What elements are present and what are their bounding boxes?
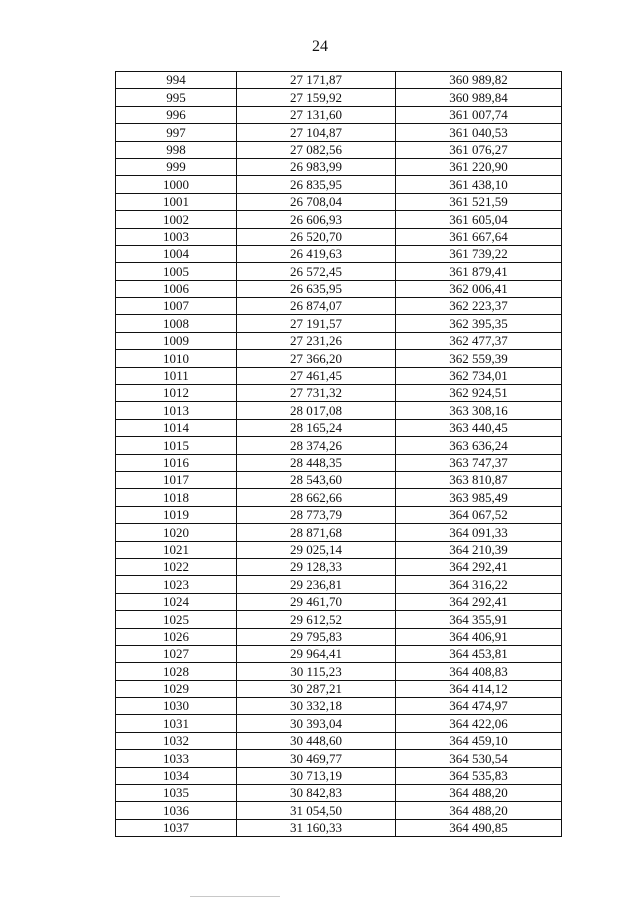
point-number-cell: 994 [116, 72, 237, 89]
point-number-cell: 1011 [116, 367, 237, 384]
table-row [116, 298, 562, 315]
table-row [116, 141, 562, 158]
point-number-cell: 1002 [116, 211, 237, 228]
point-number-cell: 1032 [116, 732, 237, 749]
y-coordinate-cell: 363 985,49 [396, 489, 562, 506]
point-number-cell: 1017 [116, 471, 237, 488]
y-coordinate-cell: 362 924,51 [396, 385, 562, 402]
y-coordinate-cell: 362 223,37 [396, 298, 562, 315]
table-row [116, 489, 562, 506]
point-number-cell: 1025 [116, 611, 237, 628]
point-number-cell: 1022 [116, 558, 237, 575]
table-row [116, 193, 562, 210]
y-coordinate-cell: 360 989,82 [396, 72, 562, 89]
table-row [116, 698, 562, 715]
y-coordinate-cell: 364 210,39 [396, 541, 562, 558]
x-coordinate-cell: 30 393,04 [237, 715, 396, 732]
x-coordinate-cell: 29 612,52 [237, 611, 396, 628]
x-coordinate-cell: 27 461,45 [237, 367, 396, 384]
x-coordinate-cell: 27 191,57 [237, 315, 396, 332]
table-row [116, 819, 562, 836]
x-coordinate-cell: 31 160,33 [237, 819, 396, 836]
point-number-cell: 1028 [116, 663, 237, 680]
x-coordinate-cell: 30 448,60 [237, 732, 396, 749]
coordinates-table [115, 71, 562, 837]
y-coordinate-cell: 364 316,22 [396, 576, 562, 593]
y-coordinate-cell: 364 488,20 [396, 785, 562, 802]
y-coordinate-cell: 361 220,90 [396, 158, 562, 175]
y-coordinate-cell: 362 477,37 [396, 332, 562, 349]
x-coordinate-cell: 27 731,32 [237, 385, 396, 402]
point-number-cell: 1008 [116, 315, 237, 332]
table-row [116, 419, 562, 436]
x-coordinate-cell: 27 082,56 [237, 141, 396, 158]
table-row [116, 72, 562, 89]
table-row [116, 663, 562, 680]
table-row [116, 106, 562, 123]
table-row [116, 750, 562, 767]
y-coordinate-cell: 360 989,84 [396, 89, 562, 106]
point-number-cell: 995 [116, 89, 237, 106]
table-row [116, 350, 562, 367]
point-number-cell: 1026 [116, 628, 237, 645]
table-row [116, 263, 562, 280]
point-number-cell: 1037 [116, 819, 237, 836]
x-coordinate-cell: 31 054,50 [237, 802, 396, 819]
x-coordinate-cell: 27 366,20 [237, 350, 396, 367]
table-row [116, 558, 562, 575]
x-coordinate-cell: 28 374,26 [237, 437, 396, 454]
x-coordinate-cell: 26 520,70 [237, 228, 396, 245]
coordinates-table-body [116, 72, 562, 837]
table-row [116, 541, 562, 558]
table-row [116, 628, 562, 645]
y-coordinate-cell: 361 007,74 [396, 106, 562, 123]
table-row [116, 715, 562, 732]
point-number-cell: 1005 [116, 263, 237, 280]
table-row [116, 471, 562, 488]
point-number-cell: 1030 [116, 698, 237, 715]
y-coordinate-cell: 361 739,22 [396, 245, 562, 262]
table-row [116, 645, 562, 662]
point-number-cell: 1010 [116, 350, 237, 367]
point-number-cell: 1027 [116, 645, 237, 662]
point-number-cell: 1024 [116, 593, 237, 610]
x-coordinate-cell: 29 964,41 [237, 645, 396, 662]
point-number-cell: 999 [116, 158, 237, 175]
x-coordinate-cell: 26 708,04 [237, 193, 396, 210]
scan-edge-line [190, 896, 280, 897]
x-coordinate-cell: 26 874,07 [237, 298, 396, 315]
x-coordinate-cell: 27 104,87 [237, 124, 396, 141]
y-coordinate-cell: 362 006,41 [396, 280, 562, 297]
x-coordinate-cell: 26 983,99 [237, 158, 396, 175]
table-row [116, 437, 562, 454]
point-number-cell: 1031 [116, 715, 237, 732]
point-number-cell: 1021 [116, 541, 237, 558]
point-number-cell: 1003 [116, 228, 237, 245]
table-row [116, 228, 562, 245]
y-coordinate-cell: 362 559,39 [396, 350, 562, 367]
point-number-cell: 996 [116, 106, 237, 123]
x-coordinate-cell: 26 635,95 [237, 280, 396, 297]
y-coordinate-cell: 364 406,91 [396, 628, 562, 645]
table-row [116, 332, 562, 349]
point-number-cell: 1020 [116, 524, 237, 541]
table-row [116, 785, 562, 802]
x-coordinate-cell: 26 572,45 [237, 263, 396, 280]
x-coordinate-cell: 26 419,63 [237, 245, 396, 262]
y-coordinate-cell: 361 040,53 [396, 124, 562, 141]
x-coordinate-cell: 28 662,66 [237, 489, 396, 506]
y-coordinate-cell: 361 076,27 [396, 141, 562, 158]
x-coordinate-cell: 28 773,79 [237, 506, 396, 523]
x-coordinate-cell: 27 131,60 [237, 106, 396, 123]
y-coordinate-cell: 362 395,35 [396, 315, 562, 332]
point-number-cell: 1019 [116, 506, 237, 523]
y-coordinate-cell: 361 438,10 [396, 176, 562, 193]
table-row [116, 158, 562, 175]
point-number-cell: 1034 [116, 767, 237, 784]
point-number-cell: 1035 [116, 785, 237, 802]
point-number-cell: 1029 [116, 680, 237, 697]
y-coordinate-cell: 363 440,45 [396, 419, 562, 436]
x-coordinate-cell: 27 231,26 [237, 332, 396, 349]
table-row [116, 611, 562, 628]
page-number: 24 [312, 38, 328, 55]
x-coordinate-cell: 30 287,21 [237, 680, 396, 697]
point-number-cell: 998 [116, 141, 237, 158]
x-coordinate-cell: 26 606,93 [237, 211, 396, 228]
point-number-cell: 1018 [116, 489, 237, 506]
y-coordinate-cell: 364 490,85 [396, 819, 562, 836]
x-coordinate-cell: 28 165,24 [237, 419, 396, 436]
table-row [116, 124, 562, 141]
x-coordinate-cell: 30 469,77 [237, 750, 396, 767]
y-coordinate-cell: 364 530,54 [396, 750, 562, 767]
table-row [116, 385, 562, 402]
x-coordinate-cell: 29 025,14 [237, 541, 396, 558]
x-coordinate-cell: 30 713,19 [237, 767, 396, 784]
y-coordinate-cell: 364 414,12 [396, 680, 562, 697]
table-row [116, 176, 562, 193]
table-row [116, 211, 562, 228]
table-row [116, 454, 562, 471]
x-coordinate-cell: 29 795,83 [237, 628, 396, 645]
x-coordinate-cell: 28 017,08 [237, 402, 396, 419]
y-coordinate-cell: 363 636,24 [396, 437, 562, 454]
y-coordinate-cell: 364 535,83 [396, 767, 562, 784]
table-row [116, 315, 562, 332]
x-coordinate-cell: 28 543,60 [237, 471, 396, 488]
point-number-cell: 1014 [116, 419, 237, 436]
y-coordinate-cell: 363 810,87 [396, 471, 562, 488]
table-row [116, 506, 562, 523]
point-number-cell: 1015 [116, 437, 237, 454]
table-row [116, 593, 562, 610]
y-coordinate-cell: 364 422,06 [396, 715, 562, 732]
x-coordinate-cell: 28 871,68 [237, 524, 396, 541]
table-row [116, 280, 562, 297]
table-row [116, 732, 562, 749]
table-row [116, 89, 562, 106]
table-row [116, 367, 562, 384]
y-coordinate-cell: 361 879,41 [396, 263, 562, 280]
x-coordinate-cell: 29 461,70 [237, 593, 396, 610]
point-number-cell: 1004 [116, 245, 237, 262]
y-coordinate-cell: 364 355,91 [396, 611, 562, 628]
table-row [116, 245, 562, 262]
y-coordinate-cell: 364 453,81 [396, 645, 562, 662]
point-number-cell: 1012 [116, 385, 237, 402]
x-coordinate-cell: 29 128,33 [237, 558, 396, 575]
x-coordinate-cell: 27 159,92 [237, 89, 396, 106]
table-row [116, 802, 562, 819]
point-number-cell: 1009 [116, 332, 237, 349]
table-row [116, 402, 562, 419]
point-number-cell: 1006 [116, 280, 237, 297]
point-number-cell: 1036 [116, 802, 237, 819]
point-number-cell: 1033 [116, 750, 237, 767]
x-coordinate-cell: 30 115,23 [237, 663, 396, 680]
y-coordinate-cell: 361 521,59 [396, 193, 562, 210]
y-coordinate-cell: 364 292,41 [396, 593, 562, 610]
x-coordinate-cell: 30 332,18 [237, 698, 396, 715]
y-coordinate-cell: 364 488,20 [396, 802, 562, 819]
point-number-cell: 1016 [116, 454, 237, 471]
table-row [116, 524, 562, 541]
y-coordinate-cell: 364 459,10 [396, 732, 562, 749]
x-coordinate-cell: 30 842,83 [237, 785, 396, 802]
x-coordinate-cell: 29 236,81 [237, 576, 396, 593]
point-number-cell: 1013 [116, 402, 237, 419]
y-coordinate-cell: 364 091,33 [396, 524, 562, 541]
table-row [116, 767, 562, 784]
y-coordinate-cell: 364 474,97 [396, 698, 562, 715]
y-coordinate-cell: 364 408,83 [396, 663, 562, 680]
point-number-cell: 1007 [116, 298, 237, 315]
point-number-cell: 1001 [116, 193, 237, 210]
y-coordinate-cell: 361 605,04 [396, 211, 562, 228]
table-row [116, 576, 562, 593]
point-number-cell: 997 [116, 124, 237, 141]
x-coordinate-cell: 28 448,35 [237, 454, 396, 471]
y-coordinate-cell: 364 067,52 [396, 506, 562, 523]
y-coordinate-cell: 363 308,16 [396, 402, 562, 419]
y-coordinate-cell: 364 292,41 [396, 558, 562, 575]
table-row [116, 680, 562, 697]
point-number-cell: 1023 [116, 576, 237, 593]
x-coordinate-cell: 26 835,95 [237, 176, 396, 193]
y-coordinate-cell: 363 747,37 [396, 454, 562, 471]
x-coordinate-cell: 27 171,87 [237, 72, 396, 89]
y-coordinate-cell: 361 667,64 [396, 228, 562, 245]
point-number-cell: 1000 [116, 176, 237, 193]
y-coordinate-cell: 362 734,01 [396, 367, 562, 384]
